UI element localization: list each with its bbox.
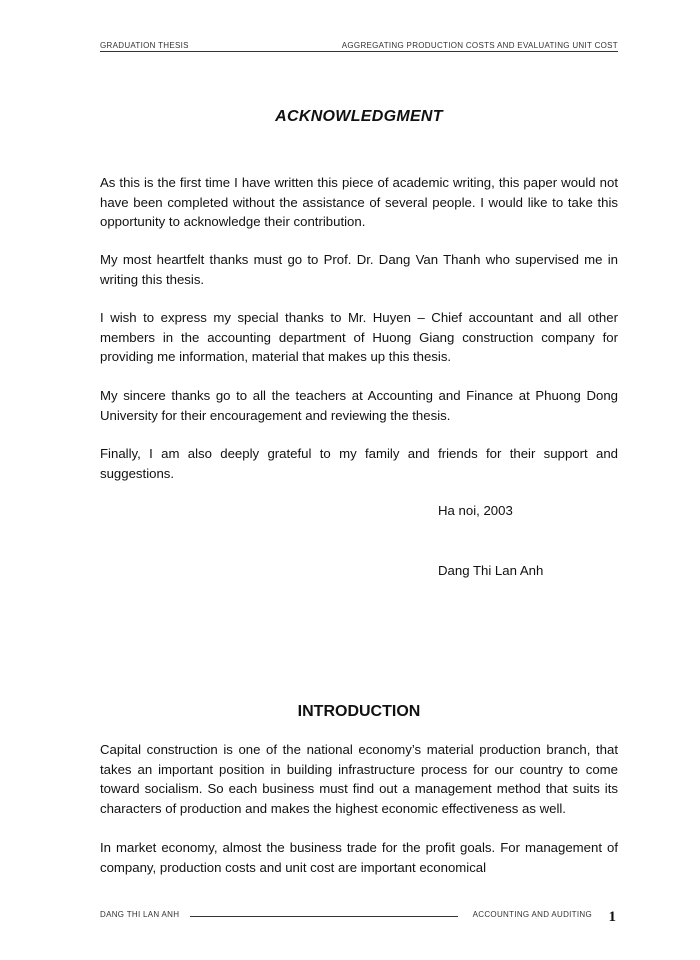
introduction-title: INTRODUCTION <box>297 703 421 720</box>
acknowledgment-paragraph-3: I wish to express my special thanks to Mr. Huyen – Chief accountant and all other members in the accounting department of Huong Giang construction company for providing me information, material that makes up this thesis. <box>100 310 618 364</box>
acknowledgment-paragraph-5: Finally, I am also deeply grateful to my family and friends for their support and suggestions. <box>100 446 618 481</box>
acknowledgment-paragraph-4: My sincere thanks go to all the teachers at Accounting and Finance at Phuong Dong University for their encouragement and reviewing the thesis. <box>100 388 618 423</box>
introduction-paragraph-1: Capital construction is one of the national economy’s material production branch, that takes an important position in building infrastructure process for our country to come toward socialism. So each business must find out a management method that suits its characters of production and makes the highest economic effectiveness as well. <box>100 742 618 816</box>
acknowledgment-title: ACKNOWLEDGMENT <box>275 108 443 125</box>
header-rule <box>100 51 618 52</box>
acknowledgment-paragraph-2: My most heartfelt thanks must go to Prof. Dr. Dang Van Thanh who supervised me in writing this thesis. <box>100 252 618 287</box>
author-signature: Dang Thi Lan Anh <box>438 563 544 578</box>
footer-left-text: DANG THI LAN ANH <box>100 910 180 919</box>
footer-right-text: ACCOUNTING AND AUDITING <box>472 910 592 919</box>
page-header <box>100 41 618 55</box>
header-right-text: AGGREGATING PRODUCTION COSTS AND EVALUATING UNIT COST <box>341 41 618 50</box>
footer-rule <box>190 916 458 917</box>
introduction-paragraph-2: In market economy, almost the business trade for the profit goals. For management of company, production costs and unit cost are important economical <box>100 840 618 875</box>
header-left-text: GRADUATION THESIS <box>100 41 189 50</box>
page-number: 1 <box>608 909 616 925</box>
acknowledgment-paragraph-1: As this is the first time I have written this piece of academic writing, this paper would not have been completed without the assistance of several people. I would like to take this opportunity to acknowledge their contribution. <box>100 175 618 229</box>
place-date: Ha noi, 2003 <box>438 503 513 518</box>
page-footer <box>100 910 618 930</box>
